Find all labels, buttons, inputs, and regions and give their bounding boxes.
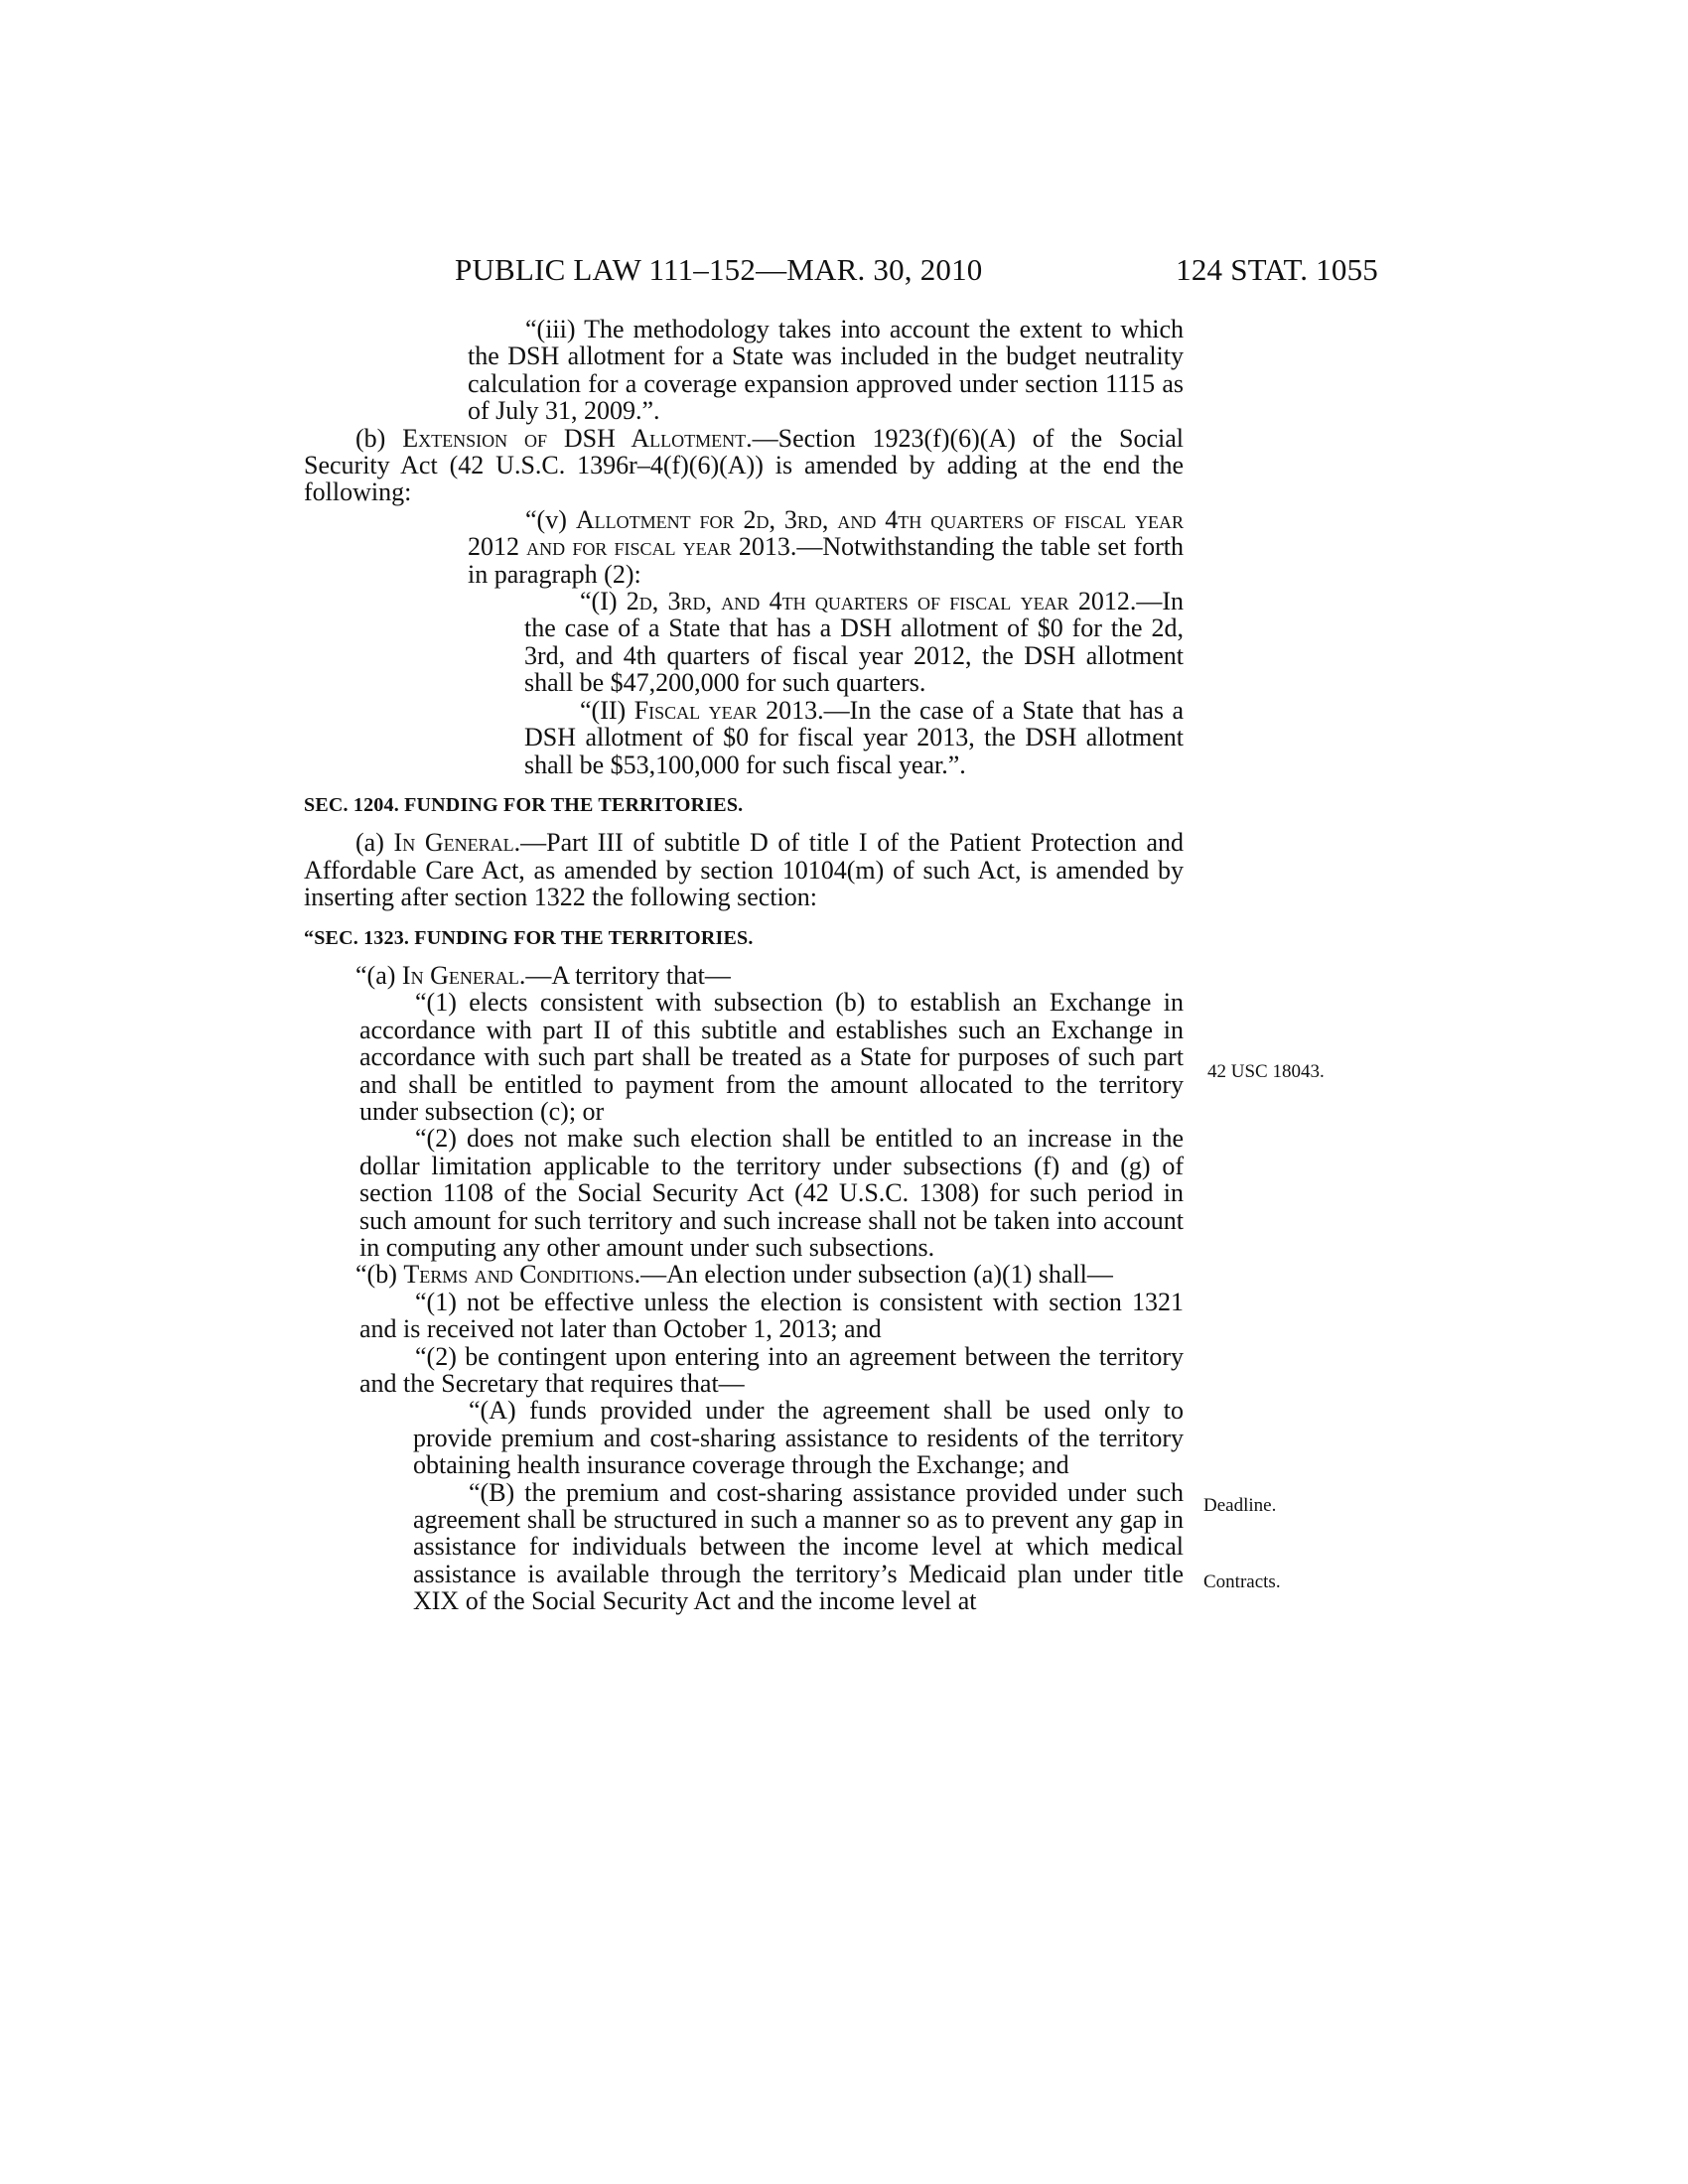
para-text: —An election under subsection (a)(1) shall—	[640, 1260, 1113, 1290]
section-1323-heading: “SEC. 1323. FUNDING FOR THE TERRITORIES.	[304, 926, 754, 949]
subparagraph-A: “(A) funds provided under the agreement shall be used only to provide premium and cost-sharing assistance to residents of the territory obtaining health insurance coverage through the Exchange; and	[413, 1396, 1184, 1480]
header-public-law: PUBLIC LAW 111–152—MAR. 30, 2010	[455, 252, 983, 287]
para-heading: Fiscal year 2013.	[633, 695, 824, 725]
para-text: —In the case of a State that has a DSH allotment of $0 for fiscal year 2013, the DSH allotment shall be $53,100,000 for such fiscal year.”.	[524, 695, 1184, 779]
margin-note-deadline: Deadline.	[1203, 1495, 1277, 1516]
section-1323-b	[304, 1261, 1184, 1288]
subclause-I	[304, 588, 1184, 697]
para-heading: Terms and Conditions.	[403, 1260, 641, 1290]
para-heading: In General.	[393, 828, 521, 858]
para-text: —Section 1923(f)(6)(A) of the Social Security Act (42 U.S.C. 1396r–4(f)(6)(A)) is amended by adding at the end the following:	[304, 423, 1184, 507]
clause-v	[304, 506, 1184, 588]
para-prefix: “(I)	[580, 587, 627, 616]
paragraph-1-elects: “(1) elects consistent with subsection (b) to establish an Exchange in accordance with part II of this subtitle and establishes such an Exchange in accordance with such part shall be treated as a State for purposes of such part and shall be entitled to payment from the amount allocated to the territory under subsection (c); or	[359, 988, 1184, 1126]
para-heading: 2d, 3rd, and 4th quarters of fiscal year 2012.	[626, 587, 1137, 616]
para-text: —A territory that—	[525, 960, 731, 990]
para-prefix: “(v)	[525, 504, 576, 534]
running-header	[455, 252, 1378, 292]
para-heading: Allotment for 2d, 3rd, and 4th quarters of fiscal year 2012 and for fiscal year 2013.	[468, 504, 1185, 562]
para-prefix: “(b)	[355, 1260, 404, 1290]
clause-iii: “(iii) The methodology takes into account the extent to which the DSH allotment for a State was included in the budget neutrality calculation for a coverage expansion approved under section 1115 as of July 31, 2009.”.	[468, 315, 1184, 426]
header-stat-page: 124 STAT. 1055	[1176, 252, 1378, 287]
subsection-b-extension	[304, 425, 1184, 506]
para-heading: In General.	[401, 960, 526, 990]
body-text	[304, 316, 1184, 1615]
paragraph-2-agreement: “(2) be contingent upon entering into an agreement between the territory and the Secretary that requires that—	[359, 1341, 1184, 1399]
margin-note-contracts: Contracts.	[1203, 1571, 1281, 1592]
subclause-II	[304, 697, 1184, 778]
para-text: —Part III of subtitle D of title I of the Patient Protection and Affordable Care Act, as amended by section 10104(m) of such Act, is amended by inserting after section 1322 the following section:	[304, 828, 1184, 912]
para-text: —Notwithstanding the table set forth in paragraph (2):	[468, 532, 1185, 589]
section-1204-a	[304, 829, 1184, 910]
para-prefix: (a)	[355, 828, 394, 858]
para-prefix: “(a)	[355, 960, 402, 990]
subparagraph-B: “(B) the premium and cost-sharing assistance provided under such agreement shall be structured in such a manner so as to prevent any gap in assistance for individuals between the income level at which medical assistance is available through the territory’s Medicaid plan under title XIX of the Social Security Act and the income level at	[413, 1477, 1184, 1616]
para-prefix: (b)	[355, 423, 403, 453]
para-prefix: “(II)	[580, 695, 634, 725]
section-1204-heading: SEC. 1204. FUNDING FOR THE TERRITORIES.	[304, 793, 744, 816]
margin-note-usc: 42 USC 18043.	[1207, 1061, 1325, 1082]
paragraph-2-no-election: “(2) does not make such election shall be entitled to an increase in the dollar limitation applicable to the territory under subsections (f) and (g) of section 1108 of the Social Security Act (42 U.S.C. 1308) for such period in such amount for such territory and such increase shall not be taken into account in computing any other amount under such subsections.	[359, 1124, 1184, 1262]
para-text: —In the case of a State that has a DSH allotment of $0 for the 2d, 3rd, and 4th quarters of fiscal year 2012, the DSH allotment shall be $47,200,000 for such quarters.	[524, 587, 1184, 698]
section-1323-a	[304, 962, 1184, 989]
paragraph-1-effective: “(1) not be effective unless the election is consistent with section 1321 and is received not later than October 1, 2013; and	[359, 1287, 1184, 1344]
para-heading: Extension of DSH Allotment.	[402, 423, 753, 453]
